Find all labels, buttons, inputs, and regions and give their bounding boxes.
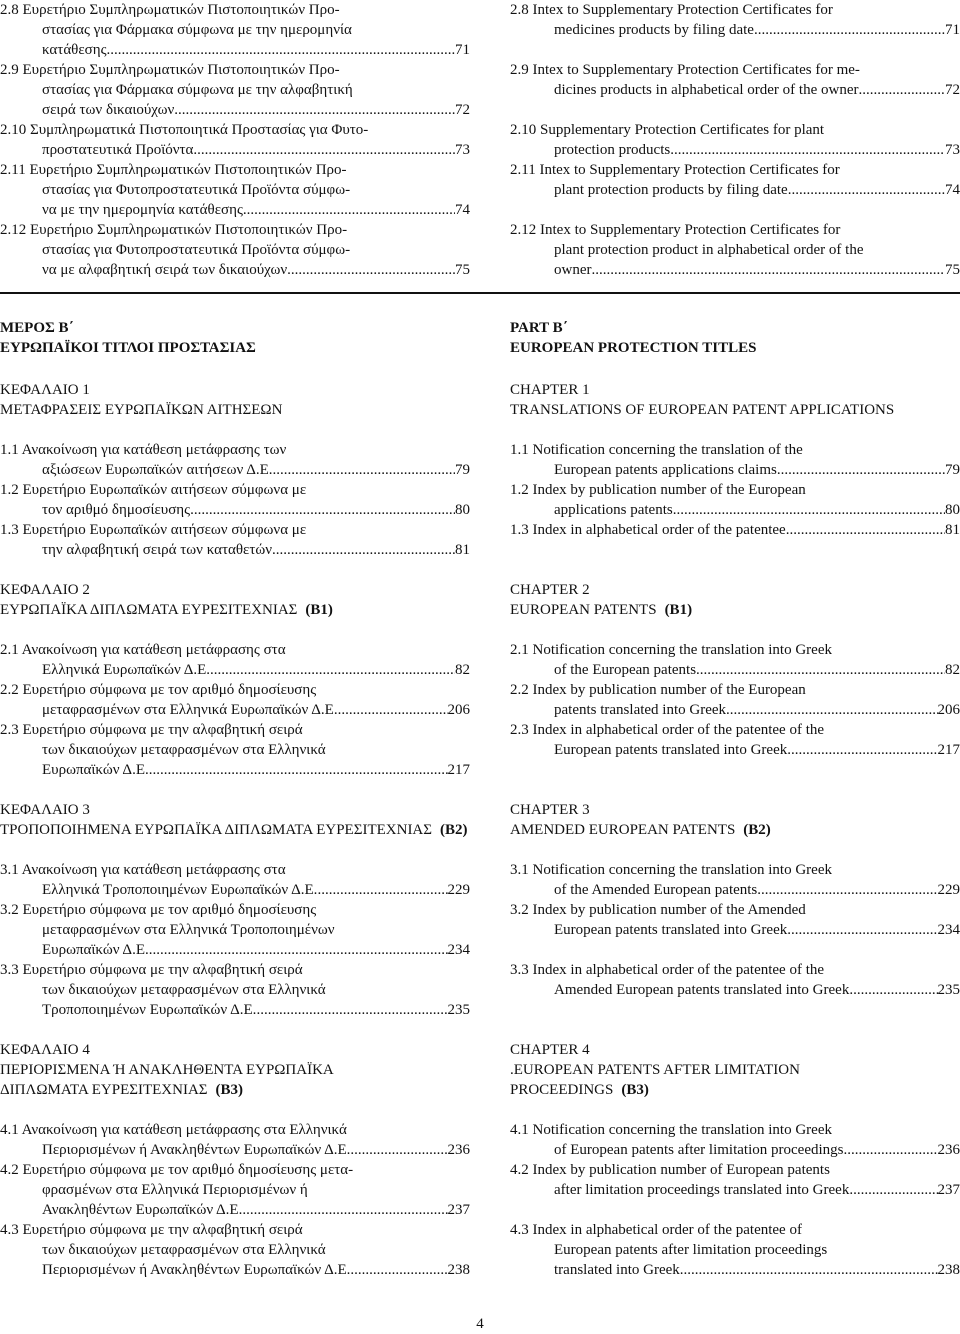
toc-text: στασίας για Φυτοπροστατευτικά Προϊόντα σύμφω- bbox=[42, 182, 351, 198]
toc-text: 1.2 Index by publication number of the European bbox=[510, 482, 806, 498]
toc-entry-top-right bbox=[510, 220, 960, 240]
page-ref: 206 bbox=[447, 702, 470, 718]
toc-entry-ch3-left bbox=[0, 900, 470, 920]
toc-entry-ch4-right bbox=[510, 1220, 960, 1240]
toc-text: 1.1 Notification concerning the translation of the bbox=[510, 442, 803, 458]
toc-line-ch2-left bbox=[0, 580, 470, 600]
toc-entry-ch1-right bbox=[510, 440, 960, 460]
page-ref: 236 bbox=[447, 1142, 470, 1158]
dot-leader bbox=[757, 880, 937, 900]
toc-text: European patents applications claims bbox=[554, 462, 777, 478]
toc-entry-ch4-right bbox=[510, 1160, 960, 1180]
dot-leader bbox=[858, 80, 945, 100]
toc-entry-ch3-right bbox=[510, 900, 960, 920]
toc-line-top-right bbox=[510, 140, 960, 160]
kind-code: (B3) bbox=[621, 1082, 649, 1098]
toc-entry-top-left bbox=[0, 220, 470, 240]
toc-entry-ch3-left bbox=[0, 960, 470, 980]
toc-line-ch3-left bbox=[0, 820, 470, 840]
toc-text: 1.3 Ευρετήριο Ευρωπαϊκών αιτήσεων σύμφωνα με bbox=[0, 522, 307, 538]
page-ref: 80 bbox=[945, 502, 960, 518]
toc-line-ch1-right bbox=[510, 380, 960, 400]
dot-leader bbox=[174, 100, 455, 120]
toc-line-ch2-right bbox=[510, 600, 960, 620]
toc-line-ch4-right bbox=[510, 1180, 960, 1200]
toc-text: 3.2 Ευρετήριο σύμφωνα με τον αριθμό δημοσίευσης bbox=[0, 902, 317, 918]
toc-text: 4.2 Ευρετήριο σύμφωνα με τον αριθμό δημοσίευσης μετα- bbox=[0, 1162, 354, 1178]
toc-text: 2.3 Index in alphabetical order of the patentee of the bbox=[510, 722, 825, 738]
toc-line-ch1-left bbox=[0, 460, 470, 480]
toc-text: ΔΙΠΛΩΜΑΤΑ ΕΥΡΕΣΙΤΕΧΝΙΑΣ bbox=[0, 1082, 208, 1098]
page-ref: 238 bbox=[447, 1262, 470, 1278]
toc-text: να με αλφαβητική σειρά των δικαιούχων bbox=[42, 262, 288, 278]
toc-entry-ch1-right bbox=[510, 520, 960, 540]
toc-line-ch4-left bbox=[0, 1200, 470, 1220]
toc-entry-ch2-left bbox=[0, 640, 470, 660]
toc-text: ΜΕΤΑΦΡΑΣΕΙΣ ΕΥΡΩΠΑΪΚΩΝ ΑΙΤΗΣΕΩΝ bbox=[0, 402, 283, 418]
dot-leader bbox=[350, 1260, 447, 1280]
toc-text: 2.10 Συμπληρωματικά Πιστοποιητικά Προστασίας για Φυτο- bbox=[0, 122, 369, 138]
toc-line-ch2-left bbox=[0, 740, 470, 760]
toc-line-ch4-left bbox=[0, 1180, 470, 1200]
toc-text: 4.1 Ανακοίνωση για κατάθεση μετάφρασης στα Ελληνικά bbox=[0, 1122, 347, 1138]
toc-line-ch4-left bbox=[0, 1260, 470, 1280]
toc-text: translated into Greek bbox=[554, 1262, 680, 1278]
toc-text: 3.3 Index in alphabetical order of the patentee of the bbox=[510, 962, 825, 978]
toc-entry-ch2-right bbox=[510, 720, 960, 740]
part-label: ΜΕΡΟΣ Β΄ bbox=[0, 320, 74, 336]
toc-text: owner bbox=[554, 262, 592, 278]
toc-text: Ευρωπαϊκών Δ.Ε. bbox=[42, 942, 149, 958]
toc-text: ΤΡΟΠΟΠΟΙΗΜΕΝΑ ΕΥΡΩΠΑΪΚΑ ΔΙΠΛΩΜΑΤΑ ΕΥΡΕΣΙΤΕΧΝΙΑΣ bbox=[0, 822, 432, 838]
dot-leader bbox=[726, 700, 937, 720]
toc-line-ch2-right bbox=[510, 660, 960, 680]
page-ref: 72 bbox=[455, 102, 470, 118]
toc-text: Περιορισμένων ή Ανακληθέντων Ευρωπαϊκών Δ.Ε. bbox=[42, 1262, 351, 1278]
toc-entry-top-left bbox=[0, 60, 470, 80]
dot-leader bbox=[673, 500, 945, 520]
toc-line-top-left bbox=[0, 40, 470, 60]
toc-text: 3.1 Notification concerning the translation into Greek bbox=[510, 862, 832, 878]
dot-leader bbox=[849, 980, 937, 1000]
dot-leader bbox=[786, 520, 945, 540]
toc-text: 4.3 Ευρετήριο σύμφωνα με την αλφαβητική σειρά bbox=[0, 1222, 303, 1238]
page-ref: 79 bbox=[945, 462, 960, 478]
dot-leader bbox=[210, 660, 455, 680]
page-ref: 238 bbox=[937, 1262, 960, 1278]
kind-code: (B1) bbox=[664, 602, 693, 618]
toc-text: European patents translated into Greek bbox=[554, 922, 788, 938]
toc-text: 3.1 Ανακοίνωση για κατάθεση μετάφρασης στα bbox=[0, 862, 286, 878]
toc-line-ch2-left bbox=[0, 660, 470, 680]
toc-text: των δικαιούχων μεταφρασμένων στα Ελληνικά bbox=[42, 1242, 326, 1258]
page-ref: 81 bbox=[455, 542, 470, 558]
dot-leader bbox=[680, 1260, 938, 1280]
page-ref: 234 bbox=[447, 942, 470, 958]
toc-entry-ch1-right bbox=[510, 480, 960, 500]
toc-line-top-left bbox=[0, 100, 470, 120]
toc-line-ch3-left bbox=[0, 800, 470, 820]
toc-text: ΕΥΡΩΠΑΪΚΑ ΔΙΠΛΩΜΑΤΑ ΕΥΡΕΣΙΤΕΧΝΙΑΣ bbox=[0, 602, 298, 618]
toc-entry-ch2-left bbox=[0, 680, 470, 700]
toc-text: PROCEEDINGS bbox=[510, 1082, 614, 1098]
dot-leader bbox=[843, 1140, 937, 1160]
kind-code: (Β3) bbox=[215, 1082, 244, 1098]
toc-text: 1.1 Ανακοίνωση για κατάθεση μετάφρασης των bbox=[0, 442, 287, 458]
toc-text: 4.1 Notification concerning the translation into Greek bbox=[510, 1122, 832, 1138]
toc-entry-ch2-left bbox=[0, 720, 470, 740]
toc-line-ch4-right bbox=[510, 1140, 960, 1160]
toc-text: στασίας για Φυτοπροστατευτικά Προϊόντα σύμφω- bbox=[42, 242, 351, 258]
toc-text: ΚΕΦΑΛΑΙΟ 1 bbox=[0, 382, 90, 398]
toc-entry-top-right bbox=[510, 60, 960, 80]
toc-text: Περιορισμένων ή Ανακληθέντων Ευρωπαϊκών Δ.Ε. bbox=[42, 1142, 351, 1158]
toc-text: στασίας για Φάρμακα σύμφωνα με την αλφαβητική bbox=[42, 82, 353, 98]
toc-text: CHAPTER 4 bbox=[510, 1042, 590, 1058]
dot-leader bbox=[190, 500, 455, 520]
toc-text: προστατευτικά Προϊόντα bbox=[42, 142, 194, 158]
toc-text: medicines products by filing date bbox=[554, 22, 754, 38]
toc-text: .EUROPEAN PATENTS AFTER LIMITATION bbox=[510, 1062, 800, 1078]
toc-line-ch3-left bbox=[0, 980, 470, 1000]
kind-code: (Β2) bbox=[440, 822, 468, 838]
toc-text: σειρά των δικαιούχων bbox=[42, 102, 175, 118]
toc-line-top-right bbox=[510, 80, 960, 100]
toc-line-top-right bbox=[510, 180, 960, 200]
toc-entry-top-right bbox=[510, 0, 960, 20]
toc-text: dicines products in alphabetical order of the owner bbox=[554, 82, 859, 98]
toc-text: Ελληνικά Τροποποιημένων Ευρωπαϊκών Δ.Ε. bbox=[42, 882, 318, 898]
toc-text: European patents translated into Greek bbox=[554, 742, 788, 758]
toc-text: 3.2 Index by publication number of the Amended bbox=[510, 902, 806, 918]
toc-text: κατάθεσης bbox=[42, 42, 107, 58]
dot-leader bbox=[287, 260, 455, 280]
toc-text: στασίας για Φάρμακα σύμφωνα με την ημερομηνία bbox=[42, 22, 352, 38]
toc-line-top-left bbox=[0, 260, 470, 280]
page-ref: 74 bbox=[945, 182, 960, 198]
toc-text: 1.2 Ευρετήριο Ευρωπαϊκών αιτήσεων σύμφωνα με bbox=[0, 482, 307, 498]
toc-entry-ch4-right bbox=[510, 1120, 960, 1140]
toc-line-top-left bbox=[0, 20, 470, 40]
dot-leader bbox=[242, 1200, 447, 1220]
toc-text: την αλφαβητική σειρά των καταθετών bbox=[42, 542, 273, 558]
page-ref: 237 bbox=[937, 1182, 960, 1198]
page-ref: 79 bbox=[455, 462, 470, 478]
toc-entry-ch1-left bbox=[0, 520, 470, 540]
toc-text: Ευρωπαϊκών Δ.Ε. bbox=[42, 762, 149, 778]
toc-line-ch2-left bbox=[0, 600, 470, 620]
toc-line-ch1-left bbox=[0, 540, 470, 560]
toc-text: 2.2 Index by publication number of the European bbox=[510, 682, 806, 698]
toc-entry-ch2-right bbox=[510, 680, 960, 700]
toc-entry-ch4-left bbox=[0, 1220, 470, 1240]
dot-leader bbox=[256, 1000, 447, 1020]
toc-text: 4.2 Index by publication number of European patents bbox=[510, 1162, 830, 1178]
dot-leader bbox=[696, 660, 945, 680]
toc-text: των δικαιούχων μεταφρασμένων στα Ελληνικά bbox=[42, 982, 326, 998]
toc-text: European patents after limitation proceedings bbox=[554, 1242, 828, 1258]
toc-text: CHAPTER 2 bbox=[510, 582, 590, 598]
toc-text: 4.3 Index in alphabetical order of the patentee of bbox=[510, 1222, 802, 1238]
toc-text: 2.12 Intex to Supplementary Protection Certificates for bbox=[510, 222, 841, 238]
toc-line-top-right bbox=[510, 240, 960, 260]
toc-text: applications patents bbox=[554, 502, 673, 518]
toc-text: μεταφρασμένων στα Ελληνικά Τροποποιημένων bbox=[42, 922, 335, 938]
toc-entry-ch1-left bbox=[0, 480, 470, 500]
toc-line-top-left bbox=[0, 140, 470, 160]
toc-text: of European patents after limitation proceedings bbox=[554, 1142, 844, 1158]
page-number: 4 bbox=[476, 1316, 484, 1332]
toc-text: φρασμένων στα Ελληνικά Περιορισμένων ή bbox=[42, 1182, 308, 1198]
toc-entry-top-left bbox=[0, 0, 470, 20]
toc-entry-ch3-right bbox=[510, 960, 960, 980]
toc-line-ch4-right bbox=[510, 1080, 960, 1100]
toc-text: AMENDED EUROPEAN PATENTS bbox=[510, 822, 736, 838]
toc-text: να με την ημερομηνία κατάθεσης bbox=[42, 202, 243, 218]
toc-entry-ch3-left bbox=[0, 860, 470, 880]
toc-text: 2.11 Intex to Supplementary Protection Certificates for bbox=[510, 162, 840, 178]
toc-line-ch1-right bbox=[510, 400, 960, 420]
toc-text: 2.1 Ανακοίνωση για κατάθεση μετάφρασης στα bbox=[0, 642, 286, 658]
dot-leader bbox=[592, 260, 946, 280]
page-ref: 73 bbox=[455, 142, 470, 158]
toc-line-ch4-right bbox=[510, 1240, 960, 1260]
toc-line-top-left bbox=[0, 180, 470, 200]
page-ref: 206 bbox=[937, 702, 960, 718]
toc-text: ΚΕΦΑΛΑΙΟ 4 bbox=[0, 1042, 90, 1058]
toc-entry-ch1-left bbox=[0, 440, 470, 460]
page-ref: 74 bbox=[455, 202, 470, 218]
kind-code: (Β1) bbox=[305, 602, 333, 618]
toc-line-ch3-left bbox=[0, 1000, 470, 1020]
toc-line-ch3-left bbox=[0, 880, 470, 900]
toc-line-ch4-left bbox=[0, 1060, 470, 1080]
toc-line-top-left bbox=[0, 80, 470, 100]
dot-leader bbox=[243, 200, 455, 220]
toc-text: 2.3 Ευρετήριο σύμφωνα με την αλφαβητική σειρά bbox=[0, 722, 303, 738]
page-ref: 75 bbox=[455, 262, 470, 278]
toc-text: ΚΕΦΑΛΑΙΟ 2 bbox=[0, 582, 90, 598]
toc-text: TRANSLATIONS OF EUROPEAN PATENT APPLICATIONS bbox=[510, 402, 895, 418]
toc-line-ch4-right bbox=[510, 1040, 960, 1060]
toc-text: Amended European patents translated into Greek bbox=[554, 982, 850, 998]
toc-line-ch1-left bbox=[0, 500, 470, 520]
toc-line-ch3-right bbox=[510, 920, 960, 940]
page-ref: 235 bbox=[447, 1002, 470, 1018]
page-ref: 82 bbox=[455, 662, 470, 678]
part-title: EUROPEAN PROTECTION TITLES bbox=[510, 340, 757, 356]
toc-entry-ch3-right bbox=[510, 860, 960, 880]
page-ref: 217 bbox=[937, 742, 960, 758]
page-ref: 73 bbox=[945, 142, 960, 158]
toc-entry-top-left bbox=[0, 120, 470, 140]
dot-leader bbox=[273, 460, 455, 480]
toc-line-ch3-right bbox=[510, 980, 960, 1000]
toc-text: Ελληνικά Ευρωπαϊκών Δ.Ε. bbox=[42, 662, 211, 678]
toc-line-ch3-left bbox=[0, 920, 470, 940]
dot-leader bbox=[787, 920, 937, 940]
toc-text: αξιώσεων Ευρωπαϊκών αιτήσεων Δ.Ε. bbox=[42, 462, 273, 478]
toc-line-ch3-right bbox=[510, 880, 960, 900]
dot-leader bbox=[272, 540, 455, 560]
toc-line-ch2-left bbox=[0, 700, 470, 720]
dot-leader bbox=[754, 20, 945, 40]
toc-entry-top-right bbox=[510, 160, 960, 180]
toc-line-ch4-right bbox=[510, 1060, 960, 1080]
page-ref: 81 bbox=[945, 522, 960, 538]
dot-leader bbox=[849, 1180, 937, 1200]
toc-line-ch4-left bbox=[0, 1080, 470, 1100]
toc-line-ch3-right bbox=[510, 800, 960, 820]
toc-line-ch2-right bbox=[510, 700, 960, 720]
page-ref: 237 bbox=[447, 1202, 470, 1218]
page-ref: 217 bbox=[447, 762, 470, 778]
toc-text: 2.8 Ευρετήριο Συμπληρωματικών Πιστοποιητικών Προ- bbox=[0, 2, 340, 18]
toc-text: ΠΕΡΙΟΡΙΣΜΕΝΑ Ή ΑΝΑΚΛΗΘΕΝΤΑ ΕΥΡΩΠΑΪΚΑ bbox=[0, 1062, 334, 1078]
toc-line-ch4-right bbox=[510, 1260, 960, 1280]
toc-entry-top-left bbox=[0, 160, 470, 180]
toc-line-ch2-right bbox=[510, 580, 960, 600]
part-label: PART B΄ bbox=[510, 320, 568, 336]
toc-entry-ch4-left bbox=[0, 1120, 470, 1140]
toc-text: 1.3 Index in alphabetical order of the patentee bbox=[510, 522, 786, 538]
section-divider bbox=[0, 292, 960, 294]
toc-entry-top-right bbox=[510, 120, 960, 140]
page-ref: 75 bbox=[945, 262, 960, 278]
toc-line-ch1-right bbox=[510, 500, 960, 520]
toc-text: protection products bbox=[554, 142, 671, 158]
toc-text: after limitation proceedings translated into Greek bbox=[554, 1182, 850, 1198]
toc-text: plant protection product in alphabetical order of the bbox=[554, 242, 864, 258]
part-title: ΕΥΡΩΠΑΪΚΟΙ ΤΙΤΛΟΙ ΠΡΟΣΤΑΣΙΑΣ bbox=[0, 340, 256, 356]
toc-entry-ch2-right bbox=[510, 640, 960, 660]
toc-line-top-left bbox=[0, 240, 470, 260]
toc-line-ch4-left bbox=[0, 1040, 470, 1060]
toc-line-ch1-left bbox=[0, 380, 470, 400]
dot-leader bbox=[107, 40, 455, 60]
page-ref: 229 bbox=[447, 882, 470, 898]
dot-leader bbox=[788, 180, 945, 200]
toc-text: patents translated into Greek bbox=[554, 702, 727, 718]
page-ref: 82 bbox=[945, 662, 960, 678]
toc-line-top-left bbox=[0, 200, 470, 220]
toc-text: of the Amended European patents bbox=[554, 882, 758, 898]
toc-line-ch3-left bbox=[0, 940, 470, 960]
toc-text: 2.12 Ευρετήριο Συμπληρωματικών Πιστοποιητικών Προ- bbox=[0, 222, 348, 238]
toc-line-top-right bbox=[510, 260, 960, 280]
toc-text: of the European patents bbox=[554, 662, 697, 678]
page-ref: 71 bbox=[945, 22, 960, 38]
dot-leader bbox=[350, 1140, 447, 1160]
toc-line-ch1-left bbox=[0, 400, 470, 420]
toc-text: CHAPTER 1 bbox=[510, 382, 590, 398]
toc-text: EUROPEAN PATENTS bbox=[510, 602, 657, 618]
toc-text: των δικαιούχων μεταφρασμένων στα Ελληνικά bbox=[42, 742, 326, 758]
toc-text: 3.3 Ευρετήριο σύμφωνα με την αλφαβητική σειρά bbox=[0, 962, 303, 978]
toc-text: Ανακληθέντων Ευρωπαϊκών Δ.Ε. bbox=[42, 1202, 243, 1218]
page-ref: 80 bbox=[455, 502, 470, 518]
page-ref: 234 bbox=[937, 922, 960, 938]
dot-leader bbox=[787, 740, 937, 760]
toc-text: ΚΕΦΑΛΑΙΟ 3 bbox=[0, 802, 90, 818]
dot-leader bbox=[670, 140, 945, 160]
kind-code: (B2) bbox=[743, 822, 771, 838]
toc-text: μεταφρασμένων στα Ελληνικά Ευρωπαϊκών Δ.Ε. bbox=[42, 702, 338, 718]
toc-text: 2.2 Ευρετήριο σύμφωνα με τον αριθμό δημοσίευσης bbox=[0, 682, 317, 698]
toc-line-ch2-left bbox=[0, 760, 470, 780]
dot-leader bbox=[193, 140, 455, 160]
toc-line-ch2-right bbox=[510, 740, 960, 760]
toc-line-top-right bbox=[510, 20, 960, 40]
toc-line-ch3-right bbox=[510, 820, 960, 840]
page-ref: 72 bbox=[945, 82, 960, 98]
toc-line-ch4-left bbox=[0, 1240, 470, 1260]
toc-text: 2.1 Notification concerning the translation into Greek bbox=[510, 642, 832, 658]
toc-text: τον αριθμό δημοσίευσης bbox=[42, 502, 191, 518]
toc-line-ch4-left bbox=[0, 1140, 470, 1160]
toc-entry-ch4-left bbox=[0, 1160, 470, 1180]
toc-text: CHAPTER 3 bbox=[510, 802, 590, 818]
toc-text: plant protection products by filing date bbox=[554, 182, 788, 198]
toc-text: 2.10 Supplementary Protection Certificates for plant bbox=[510, 122, 825, 138]
dot-leader bbox=[149, 760, 448, 780]
toc-text: 2.9 Intex to Supplementary Protection Certificates for me- bbox=[510, 62, 860, 78]
page-ref: 236 bbox=[937, 1142, 960, 1158]
dot-leader bbox=[317, 880, 447, 900]
dot-leader bbox=[338, 700, 448, 720]
toc-line-ch1-right bbox=[510, 460, 960, 480]
toc-text: 2.11 Ευρετήριο Συμπληρωματικών Πιστοποιητικών Προ- bbox=[0, 162, 347, 178]
page-ref: 235 bbox=[937, 982, 960, 998]
toc-text: 2.9 Ευρετήριο Συμπληρωματικών Πιστοποιητικών Προ- bbox=[0, 62, 340, 78]
page-ref: 229 bbox=[937, 882, 960, 898]
dot-leader bbox=[149, 940, 448, 960]
toc-text: 2.8 Intex to Supplementary Protection Certificates for bbox=[510, 2, 833, 18]
toc-text: Τροποποιημένων Ευρωπαϊκών Δ.Ε. bbox=[42, 1002, 257, 1018]
dot-leader bbox=[777, 460, 945, 480]
page-ref: 71 bbox=[455, 42, 470, 58]
